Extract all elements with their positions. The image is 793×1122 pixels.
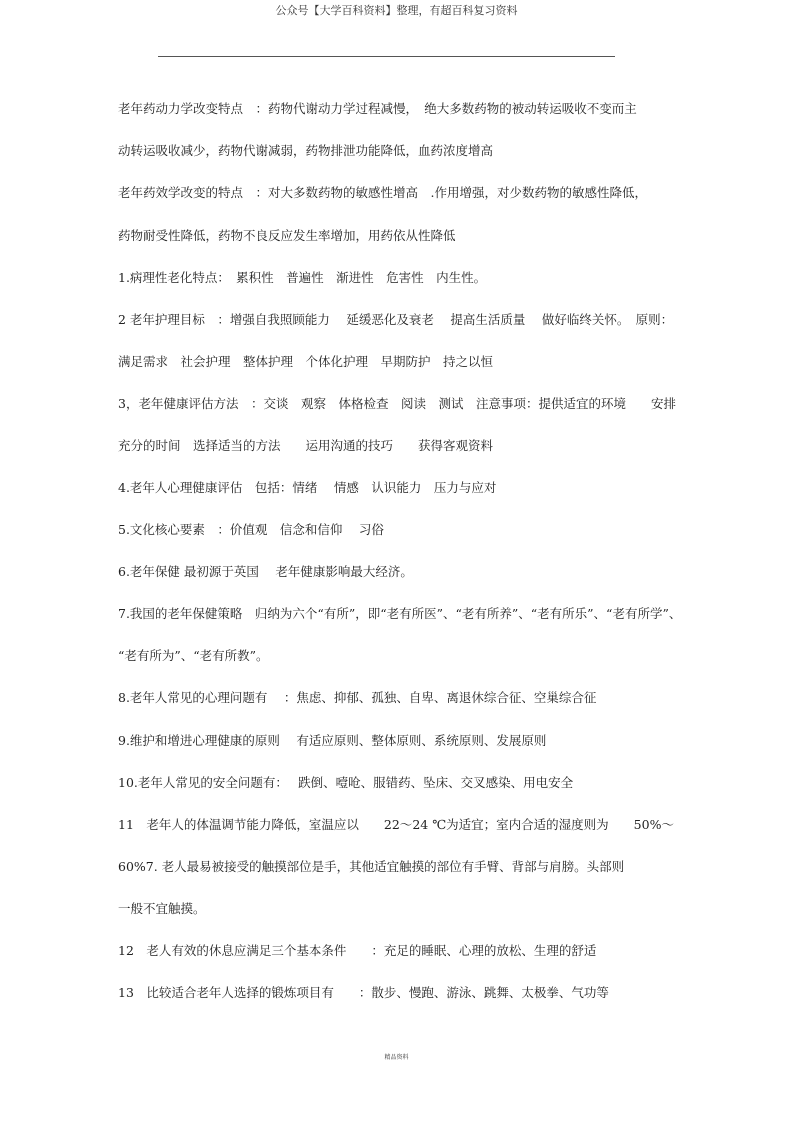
text-line: 12 老人有效的休息应满足三个基本条件 ：充足的睡眠、心理的放松、生理的舒适 (118, 943, 597, 958)
text-line: 13 比较适合老年人选择的锻炼项目有 ：散步、慢跑、游泳、跳舞、太极拳、气功等 (118, 985, 609, 1000)
text-line: 10.老年人常见的安全问题有： 跌倒、噎呛、服错药、坠床、交叉感染、用电安全 (118, 775, 574, 790)
text-line: “老有所为”、“老有所教”。 (118, 648, 269, 663)
text-line: 5.文化核心要素 ：价值观 信念和信仰 习俗 (118, 522, 384, 537)
text-line: 老年药效学改变的特点 ：对大多数药物的敏感性增高 .作用增强，对少数药物的敏感性降低， (118, 185, 647, 200)
text-line: 8.老年人常见的心理问题有 ：焦虑、抑郁、孤独、自卑、离退休综合征、空巢综合征 (118, 690, 597, 705)
text-line: 动转运吸收减少，药物代谢减弱，药物排泄功能降低，血药浓度增高 (118, 143, 494, 158)
text-line: 老年药动力学改变特点 ：药物代谢动力学过程减慢， 绝大多数药物的被动转运吸收不变而主 (118, 101, 637, 116)
text-line: 充分的时间 选择适当的方法 运用沟通的技巧 获得客观资料 (118, 438, 494, 453)
text-line: 2 老年护理目标 ：增强自我照顾能力 延缓恶化及衰老 提高生活质量 做好临终关怀。 原则： (118, 312, 674, 327)
header-divider (158, 56, 615, 57)
text-line: 1.病理性老化特点： 累积性 普遍性 渐进性 危害性 内生性。 (118, 270, 487, 285)
text-line: 4.老年人心理健康评估 包括：情绪 情感 认识能力 压力与应对 (118, 480, 497, 495)
text-line: 一般不宜触摸。 (118, 901, 206, 916)
text-line: 药物耐受性降低，药物不良反应发生率增加，用药依从性降低 (118, 228, 456, 243)
text-line: 7.我国的老年保健策略 归纳为六个“有所”，即“老有所医”、“老有所养”、“老有所乐”、“老有所学”、 (118, 606, 682, 621)
text-line: 9.维护和增进心理健康的原则 有适应原则、整体原则、系统原则、发展原则 (118, 733, 547, 748)
page-header: 公众号【大学百科资料】整理，有超百科复习资料 (275, 4, 518, 17)
page-footer: 精品资料 (384, 1054, 409, 1061)
text-line: 3，老年健康评估方法 ：交谈 观察 体格检查 阅读 测试 注意事项：提供适宜的环境 安排 (118, 396, 676, 411)
text-line: 满足需求 社会护理 整体护理 个体化护理 早期防护 持之以恒 (118, 354, 494, 369)
text-line: 11 老年人的体温调节能力降低，室温应以 22～24 ℃为适宜；室内合适的湿度则为 50%～ (118, 817, 674, 832)
text-line: 6.老年保健 最初源于英国 老年健康影响最大经济。 (118, 564, 413, 579)
text-line: 60%7. 老人最易被接受的触摸部位是手，其他适宜触摸的部位有手臂、背部与肩膀。头部则 (118, 859, 625, 874)
